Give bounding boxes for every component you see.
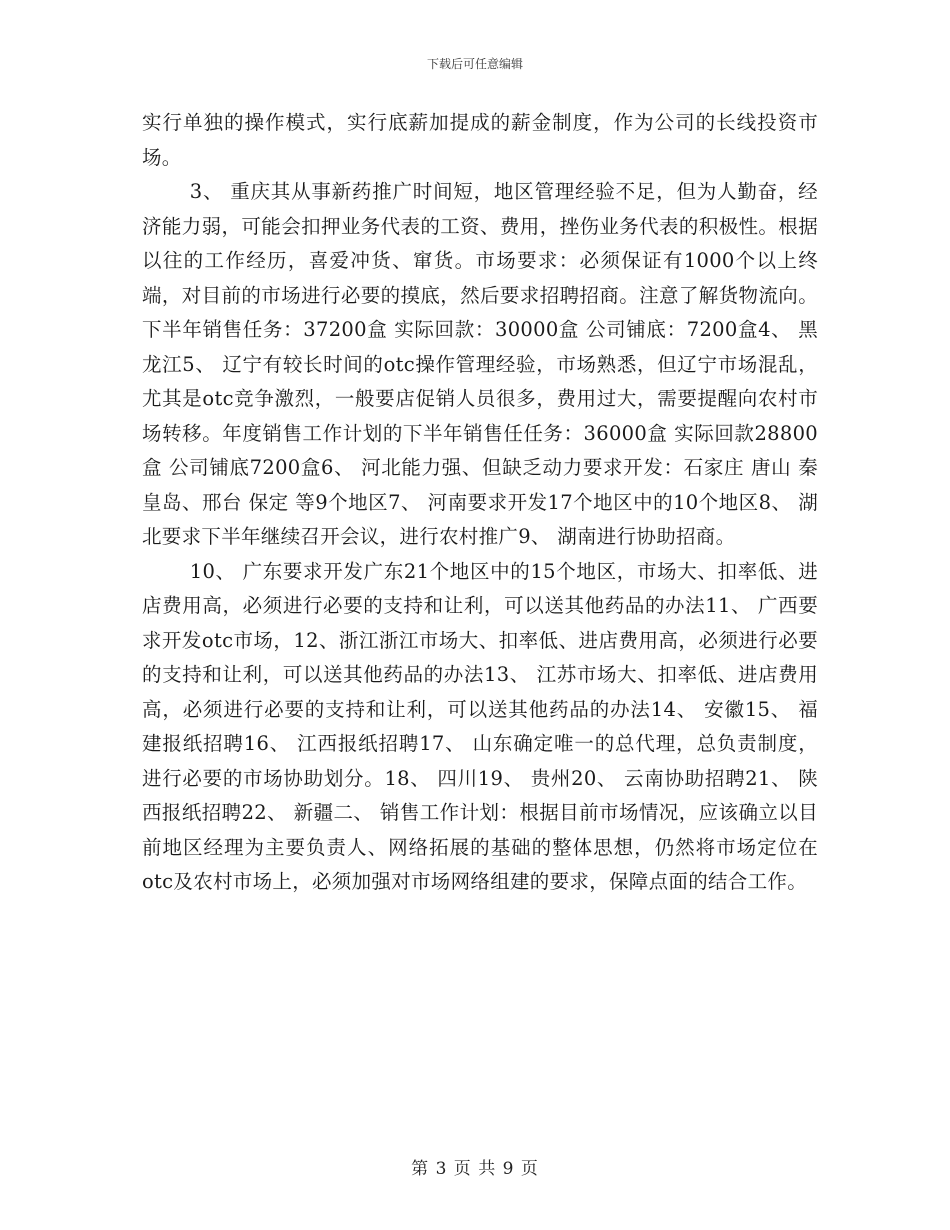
- document-body: [142, 106, 818, 900]
- page-header: 下载后可任意编辑: [426, 57, 523, 71]
- paragraph-1: 实行单独的操作模式，实行底薪加提成的薪金制度，作为公司的长线投资市场。: [142, 111, 818, 169]
- page-footer: 第 3 页 共 9 页: [411, 1159, 539, 1179]
- paragraph-3: 10、 广东要求开发广东21个地区中的15个地区，市场大、扣率低、进店费用高，必须进行必要的支持和让利，可以送其他药品的办法11、 广西要求开发otc市场，12、浙江浙江市场大、扣率低、进店费用高，必须进行必要的支持和让利，可以送其他药品的办法13、 江苏市场大、扣率低、进店费用高，必须进行必要的支持和让利，可以送其他药品的办法14、 安徽15、 福建报纸招聘16、 江西报纸招聘17、 山东确定唯一的总代理，总负责制度，进行必要的市场协助划分。18、 四川19、 贵州20、 云南协助招聘21、 陕西报纸招聘22、 新疆二、 销售工作计划：根据目前市场情况，应该确立以目前地区经理为主要负责人、网络拓展的基础的整体思想，仍然将市场定位在otc及农村市场上，必须加强对市场网络组建的要求，保障点面的结合工作。: [142, 559, 818, 893]
- paragraph-2: 3、 重庆其从事新药推广时间短，地区管理经验不足，但为人勤奋，经济能力弱，可能会扣押业务代表的工资、费用，挫伤业务代表的积极性。根据以往的工作经历，喜爱冲货、窜货。市场要求：必须保证有1000个以上终端，对目前的市场进行必要的摸底，然后要求招聘招商。注意了解货物流向。下半年销售任务：37200盒 实际回款：30000盒 公司铺底：7200盒4、 黑龙江5、 辽宁有较长时间的otc操作管理经验，市场熟悉，但辽宁市场混乱，尤其是otc竞争激烈，一般要店促销人员很多，费用过大，需要提醒向农村市场转移。年度销售工作计划的下半年销售任任务：36000盒 实际回款28800盒 公司铺底7200盒6、 河北能力强、但缺乏动力要求开发：石家庄 唐山 秦皇岛、邢台 保定 等9个地区7、 河南要求开发17个地区中的10个地区8、 湖北要求下半年继续召开会议，进行农村推广9、 湖南进行协助招商。: [142, 180, 818, 548]
